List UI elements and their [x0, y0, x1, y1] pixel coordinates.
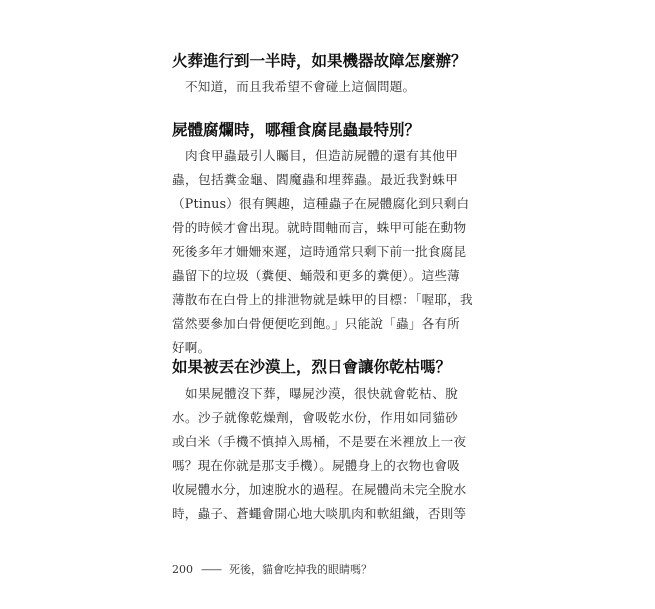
- answer-line: 如果屍體沒下葬，曝屍沙漠，很快就會乾枯、脫: [185, 386, 458, 401]
- question-heading-3: 如果被丟在沙漠上，烈日會讓你乾枯嗎？: [172, 358, 452, 376]
- answer-line: 嗎？現在你就是那支手機）。屍體身上的衣物也會吸: [172, 458, 460, 473]
- answer-line: 蟲留下的垃圾（糞便、蛹殼和更多的糞便）。這些薄: [172, 268, 460, 283]
- answer-line: 或白米（手機不慎掉入馬桶，不是要在米裡放上一夜: [172, 434, 467, 449]
- answer-line: 薄散布在白骨上的排泄物就是蛛甲的目標：「喔耶，我: [172, 292, 473, 307]
- answer-line: 當然要參加白骨便便吃到飽。」只能說「蟲」各有所: [172, 316, 460, 331]
- answer-line: （Ptinus）很有興趣，這種蟲子在屍體腐化到只剩白: [172, 196, 470, 211]
- answer-line: 肉食甲蟲最引人矚目，但造訪屍體的還有其他甲: [185, 148, 458, 163]
- answer-line: 蟲，包括糞金龜、閻魔蟲和埋葬蟲。最近我對蛛甲: [172, 172, 458, 187]
- answer-line: 骨的時候才會出現。就時間軸而言，蛛甲可能在動物: [172, 220, 467, 235]
- question-heading-1: 火葬進行到一半時，如果機器故障怎麼辦？: [172, 52, 467, 70]
- answer-line: 好啊。: [172, 340, 211, 355]
- answer-line: 收屍體水分，加速脫水的過程。在屍體尚未完全脫水: [172, 482, 467, 497]
- answer-line: 死後多年才姍姍來遲，這時通常只剩下前一批食腐昆: [172, 244, 467, 259]
- running-title: 死後，貓會吃掉我的眼睛嗎？: [229, 563, 372, 576]
- page-number: 200: [172, 563, 193, 576]
- answer-line: 不知道，而且我希望不會碰上這個問題。: [185, 79, 416, 94]
- answer-line: 時，蟲子、蒼蠅會開心地大啖肌肉和軟組織，否則等: [172, 506, 467, 521]
- question-heading-2: 屍體腐爛時，哪種食腐昆蟲最特別？: [172, 121, 421, 139]
- footer-separator: ——: [201, 563, 221, 576]
- page-footer: [172, 563, 372, 577]
- answer-line: 水。沙子就像乾燥劑，會吸乾水份，作用如同貓砂: [172, 410, 458, 425]
